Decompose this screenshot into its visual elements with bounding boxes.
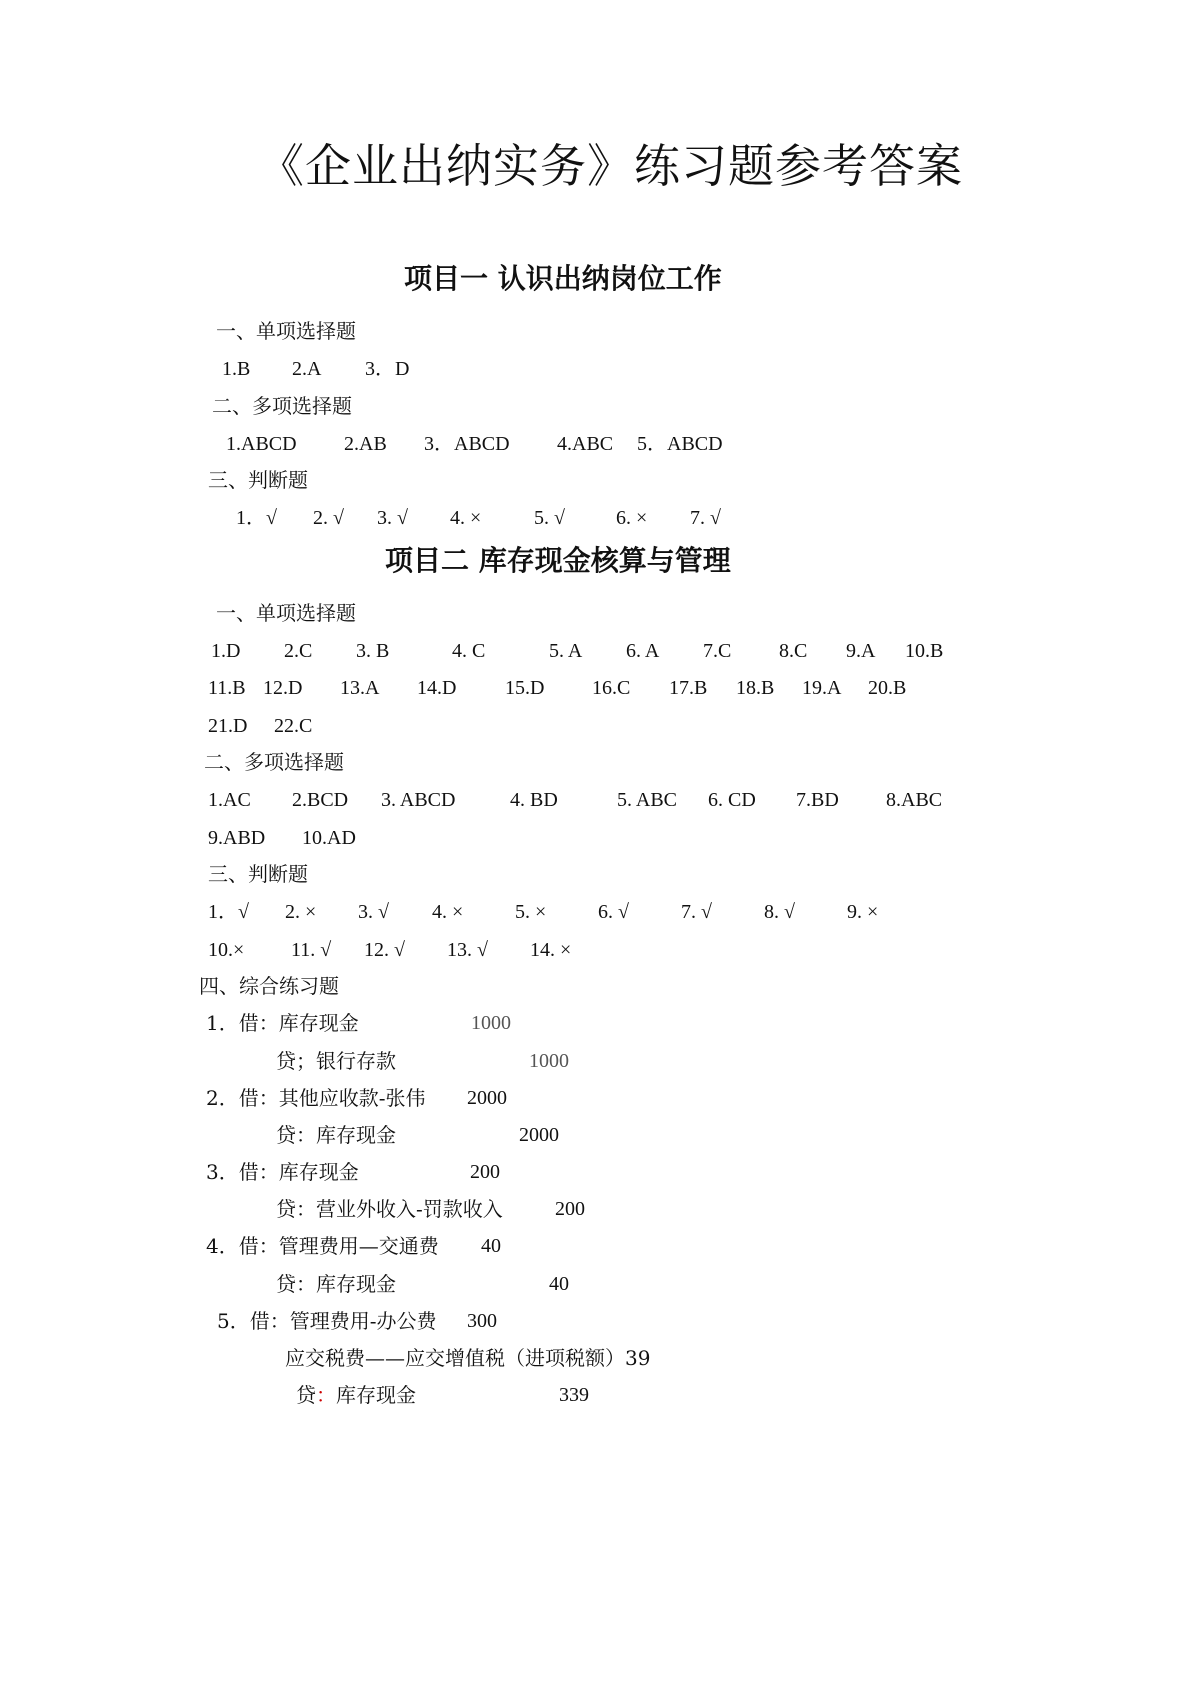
p2-multi-answer: 6. CD [708, 789, 756, 811]
entry-4-debit: 4．借：管理费用—交通费 [206, 1234, 439, 1258]
entry-2-debit-amount: 2000 [467, 1087, 507, 1109]
p2-multi-choice-heading: 二、多项选择题 [204, 750, 344, 774]
p2-judgement-answer: 2. × [285, 901, 317, 923]
credit-mark: 贷 [296, 1383, 316, 1407]
entry-3-debit-amount: 200 [470, 1161, 500, 1183]
p2-single-answer: 10.B [905, 640, 944, 662]
p2-single-answer: 20.B [868, 677, 907, 699]
p2-single-answer: 22.C [274, 715, 313, 737]
p1-multi-answer: 4.ABC [557, 433, 614, 455]
p2-comprehensive-heading: 四、综合练习题 [199, 974, 339, 998]
p2-single-answer: 14.D [417, 677, 457, 699]
p2-single-answer: 13.A [340, 677, 380, 699]
p2-multi-answer: 7.BD [796, 789, 839, 811]
p1-judgement-answer: 3. √ [377, 507, 408, 529]
p2-judgement-answer: 6. √ [598, 901, 629, 923]
p2-judgement-answer: 14. × [530, 939, 572, 961]
entry-2-credit: 贷：库存现金 [276, 1123, 396, 1147]
p2-multi-answer: 9.ABD [208, 827, 266, 849]
p2-single-answer: 6. A [626, 640, 660, 662]
p1-multi-answer: 2.AB [344, 433, 387, 455]
p1-single-choice-heading: 一、单项选择题 [216, 319, 356, 343]
p2-single-answer: 12.D [263, 677, 303, 699]
p2-single-answer: 15.D [505, 677, 545, 699]
p2-single-answer: 11.B [208, 677, 246, 699]
p2-single-answer: 19.A [802, 677, 842, 699]
p1-judgement-answer: 6. × [616, 507, 648, 529]
p2-judgement-answer: 9. × [847, 901, 879, 923]
credit-account: 库存现金 [336, 1383, 416, 1407]
entry-5-credit-amount: 339 [559, 1384, 589, 1406]
p2-single-answer: 5. A [549, 640, 583, 662]
p2-multi-answer: 3. ABCD [381, 789, 456, 811]
entry-1-credit: 贷；银行存款 [276, 1049, 396, 1073]
p2-judgement-answer: 8. √ [764, 901, 795, 923]
document-title: 《企业出纳实务》练习题参考答案 [258, 139, 963, 193]
project-two-heading: 项目二 库存现金核算与管理 [385, 544, 731, 577]
p1-judgement-heading: 三、判断题 [208, 468, 308, 492]
p2-judgement-answer: 5. × [515, 901, 547, 923]
entry-4-credit: 贷：库存现金 [276, 1272, 396, 1296]
entry-4-credit-amount: 40 [549, 1273, 569, 1295]
p2-single-answer: 9.A [846, 640, 876, 662]
p2-judgement-answer: 7. √ [681, 901, 712, 923]
p2-single-answer: 1.D [211, 640, 241, 662]
entry-1-debit-amount: 1000 [471, 1012, 511, 1034]
entry-5-tax-debit: 应交税费——应交增值税（进项税额）39 [285, 1346, 651, 1370]
p2-single-answer: 2.C [284, 640, 313, 662]
p2-multi-answer: 2.BCD [292, 789, 349, 811]
p1-single-answer: 1.B [222, 358, 251, 380]
p1-judgement-answer: 4. × [450, 507, 482, 529]
entry-5-debit-amount: 300 [467, 1310, 497, 1332]
entry-5-credit [296, 1385, 416, 1405]
p2-judgement-answer: 11. √ [291, 939, 332, 961]
p2-judgement-answer: 13. √ [447, 939, 488, 961]
p2-single-answer: 3. B [356, 640, 390, 662]
entry-3-credit: 贷：营业外收入-罚款收入 [276, 1197, 503, 1221]
p2-single-answer: 7.C [703, 640, 732, 662]
p2-single-choice-heading: 一、单项选择题 [216, 601, 356, 625]
entry-2-debit: 2．借：其他应收款-张伟 [206, 1086, 426, 1110]
p2-single-answer: 18.B [736, 677, 775, 699]
p2-single-answer: 8.C [779, 640, 808, 662]
p2-multi-answer: 1.AC [208, 789, 251, 811]
entry-1-credit-amount: 1000 [529, 1050, 569, 1072]
p2-judgement-heading: 三、判断题 [208, 862, 308, 886]
p2-judgement-answer: 1．√ [208, 901, 249, 923]
p2-multi-answer: 8.ABC [886, 789, 943, 811]
entry-2-credit-amount: 2000 [519, 1124, 559, 1146]
p2-judgement-answer: 12. √ [364, 939, 405, 961]
p2-judgement-answer: 4. × [432, 901, 464, 923]
entry-5-debit: 5．借：管理费用-办公费 [217, 1309, 437, 1333]
p2-single-answer: 21.D [208, 715, 248, 737]
entry-3-debit: 3．借：库存现金 [206, 1160, 359, 1184]
p2-judgement-answer: 3. √ [358, 901, 389, 923]
p1-judgement-answer: 7. √ [690, 507, 721, 529]
entry-3-credit-amount: 200 [555, 1198, 585, 1220]
p1-multi-answer: 3．ABCD [424, 433, 510, 455]
p2-judgement-answer: 10.× [208, 939, 245, 961]
entry-1-debit: 1．借：库存现金 [206, 1011, 359, 1035]
p2-multi-answer: 10.AD [302, 827, 356, 849]
p2-single-answer: 17.B [669, 677, 708, 699]
p1-multi-answer: 5．ABCD [637, 433, 723, 455]
p1-single-answer: 2.A [292, 358, 322, 380]
p1-multi-choice-heading: 二、多项选择题 [212, 394, 352, 418]
entry-4-debit-amount: 40 [481, 1235, 501, 1257]
p1-multi-answer: 1.ABCD [226, 433, 297, 455]
p2-single-answer: 16.C [592, 677, 631, 699]
p2-multi-answer: 5. ABC [617, 789, 678, 811]
p2-multi-answer: 4. BD [510, 789, 558, 811]
p1-judgement-answer: 1．√ [236, 507, 277, 529]
project-one-heading: 项目一 认识出纳岗位工作 [404, 262, 722, 295]
p1-judgement-answer: 5. √ [534, 507, 565, 529]
p2-single-answer: 4. C [452, 640, 486, 662]
credit-colon-red: ： [316, 1383, 336, 1407]
p1-single-answer: 3．D [365, 358, 410, 380]
p1-judgement-answer: 2. √ [313, 507, 344, 529]
